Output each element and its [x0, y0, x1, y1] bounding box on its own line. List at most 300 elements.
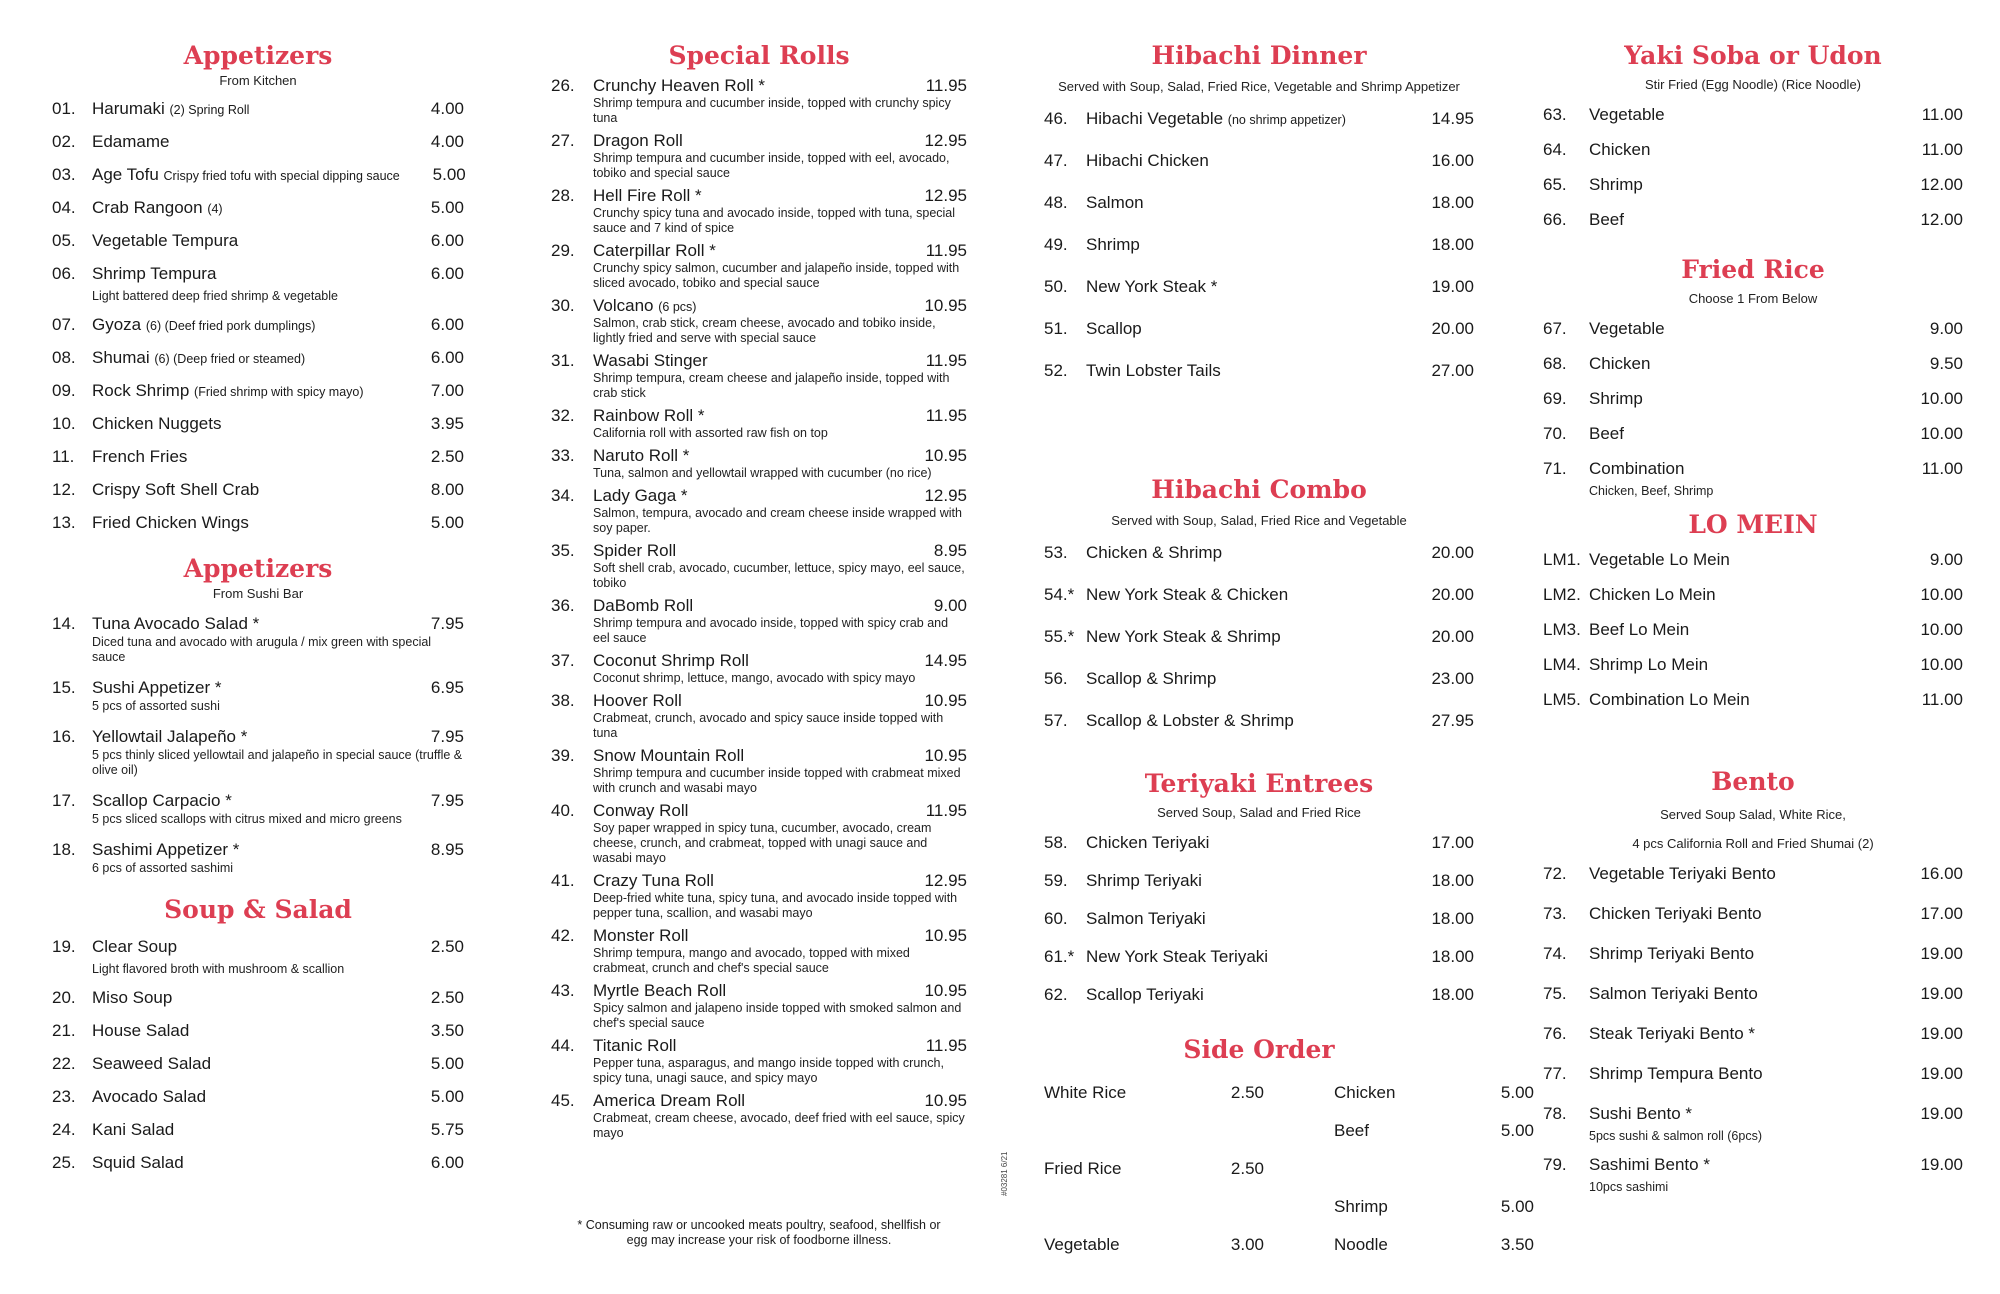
- menu-item: [1543, 863, 1963, 903]
- item-name-text: Sushi Bento *: [1589, 1104, 1693, 1123]
- section-yaki-soba: [1543, 40, 1963, 244]
- item-name: [92, 936, 398, 958]
- item-list: [52, 613, 464, 876]
- item-name-text: Shrimp: [1086, 235, 1140, 254]
- print-code: #03281 6/21: [1000, 1151, 1009, 1196]
- item-note: (6) (Deep fried or steamed): [154, 352, 306, 366]
- item-name-text: New York Steak & Shrimp: [1086, 627, 1281, 646]
- menu-item: [1044, 946, 1474, 984]
- item-name: [1086, 108, 1394, 130]
- item-description: Salmon, crab stick, cream cheese, avocado and tobiko inside, lightly fried and serve with special sauce: [593, 316, 936, 345]
- menu-item: [551, 651, 967, 686]
- side-item-name: [1044, 1112, 1194, 1150]
- side-item-price: 3.00: [1230, 1235, 1264, 1254]
- item-name-text: Dragon Roll: [593, 131, 683, 150]
- item-number: 35.: [551, 541, 575, 560]
- item-number: 11.: [52, 447, 75, 466]
- item-number: 15.: [52, 678, 76, 697]
- item-price: 5.75: [430, 1120, 464, 1139]
- item-price: 18.00: [1431, 985, 1474, 1004]
- item-name-text: Scallop: [1086, 319, 1142, 338]
- item-name: [593, 1091, 907, 1111]
- item-name: [92, 98, 398, 120]
- item-price: 14.95: [1431, 109, 1474, 128]
- section-title: Appetizers: [183, 554, 333, 583]
- section-title: Hibachi Combo: [1151, 475, 1367, 504]
- item-name: [593, 1036, 907, 1056]
- item-number: 30.: [551, 296, 575, 315]
- item-name-text: New York Steak Teriyaki: [1086, 947, 1269, 966]
- section-hibachi-combo: [1044, 474, 1474, 752]
- item-number: LM1.: [1543, 550, 1581, 569]
- item-name: [92, 839, 398, 861]
- item-name: [593, 871, 907, 891]
- menu-item: [1543, 1103, 1963, 1144]
- item-number: 32.: [551, 406, 575, 425]
- item-number: 34.: [551, 486, 575, 505]
- item-name: [593, 241, 907, 261]
- item-name-text: Hoover Roll: [593, 691, 682, 710]
- item-number: 07.: [52, 315, 76, 334]
- item-name-text: Beef: [1589, 210, 1624, 229]
- item-description: Crunchy spicy tuna and avocado inside, topped with tuna, special sauce and 7 kind of spice: [593, 206, 956, 235]
- item-name-text: New York Steak *: [1086, 277, 1218, 296]
- section-subtitle: Stir Fried (Egg Noodle) (Rice Noodle): [1644, 77, 1862, 92]
- item-name-text: Shrimp: [1589, 175, 1643, 194]
- item-name-text: Volcano: [593, 296, 654, 315]
- item-number: 73.: [1543, 904, 1567, 923]
- item-name: [593, 541, 907, 561]
- item-name-text: Scallop Teriyaki: [1086, 985, 1204, 1004]
- item-number: 65.: [1543, 175, 1567, 194]
- item-name: [1086, 192, 1394, 214]
- item-price: 9.00: [1929, 550, 1963, 569]
- side-item-name: White Rice: [1044, 1083, 1127, 1102]
- menu-item: [1044, 984, 1474, 1022]
- item-number: 76.: [1543, 1024, 1567, 1043]
- item-name-text: Crispy Soft Shell Crab: [92, 480, 260, 499]
- item-price: 16.00: [1431, 151, 1474, 170]
- section-fried-rice: [1543, 254, 1963, 499]
- menu-item: [52, 263, 464, 304]
- item-name-text: Scallop & Lobster & Shrimp: [1086, 711, 1294, 730]
- section-subtitle: Served with Soup, Salad, Fried Rice and Vegetable: [1111, 513, 1407, 528]
- item-price: 5.00: [430, 198, 464, 217]
- item-price: 11.95: [925, 76, 967, 95]
- item-number: 48.: [1044, 193, 1068, 212]
- item-price: 10.95: [924, 296, 967, 315]
- menu-item: [1543, 388, 1963, 423]
- item-name-text: Beef: [1589, 424, 1624, 443]
- item-price: 6.00: [430, 348, 464, 367]
- menu-item: [1543, 209, 1963, 244]
- item-price: 6.00: [430, 315, 464, 334]
- item-description: Light battered deep fried shrimp & vegetable: [92, 289, 338, 303]
- item-name-text: House Salad: [92, 1021, 190, 1040]
- item-name: [1589, 943, 1883, 965]
- menu-item: [52, 839, 464, 876]
- item-number: 22.: [52, 1054, 76, 1073]
- item-name-text: Shrimp Teriyaki: [1086, 871, 1202, 890]
- item-name: [593, 296, 907, 316]
- item-name-text: Chicken: [1589, 354, 1651, 373]
- item-price: 27.95: [1431, 711, 1474, 730]
- item-description: Crabmeat, cream cheese, avocado, deef fried with eel sauce, spicy mayo: [593, 1111, 965, 1140]
- item-name-text: Conway Roll: [593, 801, 689, 820]
- menu-item: [52, 677, 464, 714]
- item-name-text: Beef Lo Mein: [1589, 620, 1690, 639]
- item-name-text: Naruto Roll *: [593, 446, 690, 465]
- item-number: 12.: [52, 480, 76, 499]
- item-price: 6.95: [430, 678, 464, 697]
- item-price: 7.00: [430, 381, 464, 400]
- section-subtitle: From Kitchen: [219, 73, 297, 88]
- item-list: [1044, 832, 1474, 1022]
- section-subtitle: 4 pcs California Roll and Fried Shumai (2): [1632, 836, 1874, 851]
- item-number: 61.*: [1044, 947, 1075, 966]
- item-name: [593, 446, 907, 466]
- item-name: [1086, 276, 1394, 298]
- item-price: 10.00: [1920, 620, 1963, 639]
- item-name-text: Sashimi Appetizer *: [92, 840, 240, 859]
- menu-item: [551, 76, 967, 126]
- item-price: 19.00: [1920, 1064, 1963, 1083]
- item-name-text: Harumaki: [92, 99, 165, 118]
- section-title: Teriyaki Entrees: [1144, 769, 1374, 798]
- item-name: [593, 131, 907, 151]
- menu-item: [1044, 626, 1474, 668]
- item-number: 20.: [52, 988, 76, 1007]
- item-name: [92, 446, 398, 468]
- item-number: 39.: [551, 746, 575, 765]
- menu-item: [52, 347, 464, 380]
- item-number: 06.: [52, 264, 76, 283]
- raw-food-disclaimer: * Consuming raw or uncooked meats poultry, seafood, shellfish or egg may increase your risk of foodborne illness.: [577, 1218, 941, 1247]
- item-note: (6) (Deef fried pork dumplings): [145, 319, 316, 333]
- item-number: 09.: [52, 381, 76, 400]
- item-description: 5 pcs of assorted sushi: [92, 699, 220, 713]
- item-name: [92, 479, 398, 501]
- menu-item: [52, 1086, 464, 1119]
- item-name: [593, 486, 907, 506]
- item-name-text: Chicken Teriyaki: [1086, 833, 1210, 852]
- item-price: 10.95: [924, 746, 967, 765]
- item-number: 14.: [52, 614, 76, 633]
- item-number: 77.: [1543, 1064, 1567, 1083]
- item-description: Shrimp tempura and cucumber inside topped with crabmeat mixed with crunch and wasabi mayo: [593, 766, 961, 795]
- item-number: 29.: [551, 241, 575, 260]
- item-name: [1589, 139, 1883, 161]
- item-price: 10.95: [924, 981, 967, 1000]
- menu-item: [1543, 1023, 1963, 1063]
- item-name: [1589, 584, 1883, 606]
- item-note: (2) Spring Roll: [169, 103, 250, 117]
- item-description: 5 pcs thinly sliced yellowtail and jalapeño in special sauce (truffle & olive oil): [92, 748, 463, 777]
- menu-item: [1543, 1154, 1963, 1195]
- item-number: LM5.: [1543, 690, 1581, 709]
- item-number: 58.: [1044, 833, 1068, 852]
- section-hibachi-dinner: [1044, 40, 1474, 402]
- item-name-text: Salmon Teriyaki: [1086, 909, 1206, 928]
- item-name: [1589, 549, 1883, 571]
- item-number: 08.: [52, 348, 76, 367]
- item-name: [1589, 104, 1883, 126]
- item-name: [92, 197, 398, 219]
- item-description: 5pcs sushi & salmon roll (6pcs): [1589, 1129, 1762, 1143]
- menu-item: [1543, 983, 1963, 1023]
- section-teriyaki-entrees: [1044, 768, 1474, 1022]
- item-name-text: Shrimp Tempura Bento: [1589, 1064, 1763, 1083]
- menu-item: [551, 1091, 967, 1141]
- item-description: Deep-fried white tuna, spicy tuna, and avocado inside topped with pepper tuna, scallion, and wasabi mayo: [593, 891, 958, 920]
- item-note: (no shrimp appetizer): [1227, 113, 1346, 127]
- item-number: 45.: [551, 1091, 575, 1110]
- item-name-text: Vegetable Lo Mein: [1589, 550, 1730, 569]
- item-price: 16.00: [1920, 864, 1963, 883]
- item-number: 79.: [1543, 1155, 1567, 1174]
- menu-item: [551, 746, 967, 796]
- item-number: 17.: [52, 791, 76, 810]
- item-name: [1589, 689, 1883, 711]
- section-soup-salad: [52, 894, 464, 1185]
- item-name-text: Age Tofu: [92, 165, 159, 184]
- item-name-text: Chicken Nuggets: [92, 414, 222, 433]
- side-item-price: 5.00: [1500, 1197, 1534, 1216]
- item-name: [92, 380, 398, 402]
- item-number: 62.: [1044, 985, 1068, 1004]
- menu-item: [1543, 903, 1963, 943]
- item-number: 64.: [1543, 140, 1567, 159]
- item-number: 66.: [1543, 210, 1567, 229]
- menu-item: [1543, 139, 1963, 174]
- menu-item: [1044, 870, 1474, 908]
- item-name: [593, 351, 907, 371]
- menu-item: [551, 186, 967, 236]
- item-number: 42.: [551, 926, 575, 945]
- side-item-name: [1044, 1188, 1194, 1226]
- menu-item: [551, 241, 967, 291]
- item-name-text: Seaweed Salad: [92, 1054, 212, 1073]
- menu-item: [551, 596, 967, 646]
- item-number: 01.: [52, 99, 76, 118]
- menu-item: [551, 691, 967, 741]
- item-name: [1589, 1154, 1883, 1176]
- side-item-name: Chicken: [1334, 1083, 1396, 1102]
- menu-item: [52, 512, 464, 545]
- item-price: 2.50: [430, 988, 464, 1007]
- menu-item: [551, 351, 967, 401]
- item-price: 12.95: [924, 186, 967, 205]
- item-name: [1086, 360, 1394, 382]
- item-name-text: Vegetable Teriyaki Bento: [1589, 864, 1776, 883]
- item-name: [1589, 1023, 1883, 1045]
- item-price: 2.50: [430, 937, 464, 956]
- side-item-name: Vegetable: [1044, 1235, 1120, 1254]
- item-price: 12.00: [1920, 210, 1963, 229]
- item-price: 3.50: [430, 1021, 464, 1040]
- item-name-text: Gyoza: [92, 315, 142, 334]
- side-item-price: [1194, 1188, 1264, 1226]
- item-price: 9.50: [1929, 354, 1963, 373]
- item-name-text: Chicken Lo Mein: [1589, 585, 1716, 604]
- side-item-price: [1474, 1150, 1534, 1188]
- item-price: 9.00: [933, 596, 967, 615]
- item-name: [92, 314, 398, 336]
- item-name: [1589, 1063, 1883, 1085]
- menu-item: [1044, 668, 1474, 710]
- column-1: [52, 40, 464, 1185]
- section-appetizers-sushi: [52, 553, 464, 876]
- section-subtitle: Served Soup Salad, White Rice,: [1660, 807, 1846, 822]
- item-name: [1086, 984, 1394, 1006]
- menu-item: [551, 131, 967, 181]
- item-note: (4): [207, 202, 223, 216]
- item-price: 3.95: [430, 414, 464, 433]
- item-price: 18.00: [1431, 909, 1474, 928]
- menu-item: [1543, 584, 1963, 619]
- item-price: 6.00: [430, 264, 464, 283]
- item-number: 13.: [52, 513, 76, 532]
- item-price: 4.00: [430, 99, 464, 118]
- menu-item: [1543, 619, 1963, 654]
- item-price: 5.00: [430, 513, 464, 532]
- item-price: 7.95: [430, 727, 464, 746]
- item-number: 23.: [52, 1087, 76, 1106]
- item-name-text: Chicken Teriyaki Bento: [1589, 904, 1762, 923]
- item-name-text: Hibachi Chicken: [1086, 151, 1209, 170]
- item-price: 11.95: [925, 241, 967, 260]
- item-description: 10pcs sashimi: [1589, 1180, 1669, 1194]
- item-number: 40.: [551, 801, 575, 820]
- section-title: Fried Rice: [1681, 255, 1825, 284]
- item-number: LM4.: [1543, 655, 1581, 674]
- item-number: 24.: [52, 1120, 76, 1139]
- item-number: 46.: [1044, 109, 1068, 128]
- item-description: Soft shell crab, avocado, cucumber, lettuce, spicy mayo, eel sauce, tobiko: [593, 561, 965, 590]
- section-title: Side Order: [1183, 1035, 1335, 1064]
- item-price: 8.00: [430, 480, 464, 499]
- item-name: [1589, 619, 1883, 641]
- menu-item: [1044, 150, 1474, 192]
- item-price: 12.95: [924, 871, 967, 890]
- section-title: Special Rolls: [668, 41, 850, 70]
- item-price: 14.95: [924, 651, 967, 670]
- item-name-text: Twin Lobster Tails: [1086, 361, 1221, 380]
- item-number: 75.: [1543, 984, 1567, 1003]
- item-list: [1543, 104, 1963, 244]
- item-list: [1044, 108, 1474, 402]
- section-side-order: [1044, 1034, 1534, 1264]
- item-price: 19.00: [1920, 984, 1963, 1003]
- item-name-text: Rock Shrimp: [92, 381, 190, 400]
- item-name-text: Crab Rangoon: [92, 198, 203, 217]
- item-name-text: Miso Soup: [92, 988, 173, 1007]
- spacer: [1264, 1112, 1334, 1150]
- item-price: 18.00: [1431, 235, 1474, 254]
- menu-item: [52, 1152, 464, 1185]
- item-price: 10.00: [1920, 585, 1963, 604]
- item-name-text: Monster Roll: [593, 926, 689, 945]
- menu-item: [52, 1053, 464, 1086]
- item-price: 20.00: [1431, 543, 1474, 562]
- item-list: [52, 98, 464, 545]
- item-name: [593, 801, 907, 821]
- menu-item: [52, 314, 464, 347]
- item-price: 19.00: [1920, 1104, 1963, 1123]
- item-number: LM3.: [1543, 620, 1581, 639]
- item-price: 11.00: [1921, 459, 1963, 478]
- item-price: 19.00: [1431, 277, 1474, 296]
- item-price: 20.00: [1431, 627, 1474, 646]
- item-list: [52, 936, 464, 1185]
- menu-item: [1543, 458, 1963, 499]
- item-name-text: Sushi Appetizer *: [92, 678, 222, 697]
- item-number: 50.: [1044, 277, 1068, 296]
- item-number: 37.: [551, 651, 575, 670]
- item-price: 10.95: [924, 926, 967, 945]
- item-name-text: Combination: [1589, 459, 1685, 478]
- item-name: [1086, 318, 1394, 340]
- menu-item: [551, 541, 967, 591]
- item-number: 04.: [52, 198, 76, 217]
- menu-item: [1543, 549, 1963, 584]
- menu-item: [52, 936, 464, 977]
- item-name: [593, 76, 907, 96]
- side-item-price: 2.50: [1230, 1083, 1264, 1102]
- menu-item: [52, 413, 464, 446]
- item-price: 10.95: [924, 446, 967, 465]
- item-description: California roll with assorted raw fish on top: [593, 426, 828, 440]
- item-price: 27.00: [1431, 361, 1474, 380]
- item-name-text: Steak Teriyaki Bento *: [1589, 1024, 1755, 1043]
- item-number: LM2.: [1543, 585, 1581, 604]
- item-description: Diced tuna and avocado with arugula / mix green with special sauce: [92, 635, 432, 664]
- item-description: Light flavored broth with mushroom & scallion: [92, 962, 345, 976]
- item-name: [92, 263, 398, 285]
- item-price: 6.00: [430, 1153, 464, 1172]
- menu-item: [1044, 360, 1474, 402]
- spacer: [1264, 1074, 1334, 1112]
- item-name: [1086, 870, 1394, 892]
- item-description: 6 pcs of assorted sashimi: [92, 861, 234, 875]
- item-name: [92, 790, 398, 812]
- side-item-name: [1334, 1150, 1474, 1188]
- menu-item: [52, 613, 464, 665]
- item-name-text: Yellowtail Jalapeño *: [92, 727, 248, 746]
- item-price: 6.00: [430, 231, 464, 250]
- item-name-text: Rainbow Roll *: [593, 406, 705, 425]
- item-price: 10.00: [1920, 655, 1963, 674]
- menu-item: [52, 790, 464, 827]
- menu-item: [1044, 832, 1474, 870]
- item-name-text: Snow Mountain Roll: [593, 746, 745, 765]
- item-name-text: Caterpillar Roll *: [593, 241, 716, 260]
- item-name: [593, 926, 907, 946]
- item-name-text: Avocado Salad: [92, 1087, 207, 1106]
- item-number: 16.: [52, 727, 76, 746]
- item-number: 68.: [1543, 354, 1567, 373]
- item-name-text: Wasabi Stinger: [593, 351, 708, 370]
- item-name: [593, 406, 907, 426]
- item-name: [593, 186, 907, 206]
- item-description: Shrimp tempura and cucumber inside, topped with crunchy spicy tuna: [593, 96, 951, 125]
- menu-item: [52, 380, 464, 413]
- item-name-text: Crunchy Heaven Roll *: [593, 76, 765, 95]
- column-2: [551, 40, 967, 1146]
- item-name-text: Shrimp Tempura: [92, 264, 217, 283]
- menu-item: [52, 164, 464, 197]
- section-lo-mein: [1543, 509, 1963, 724]
